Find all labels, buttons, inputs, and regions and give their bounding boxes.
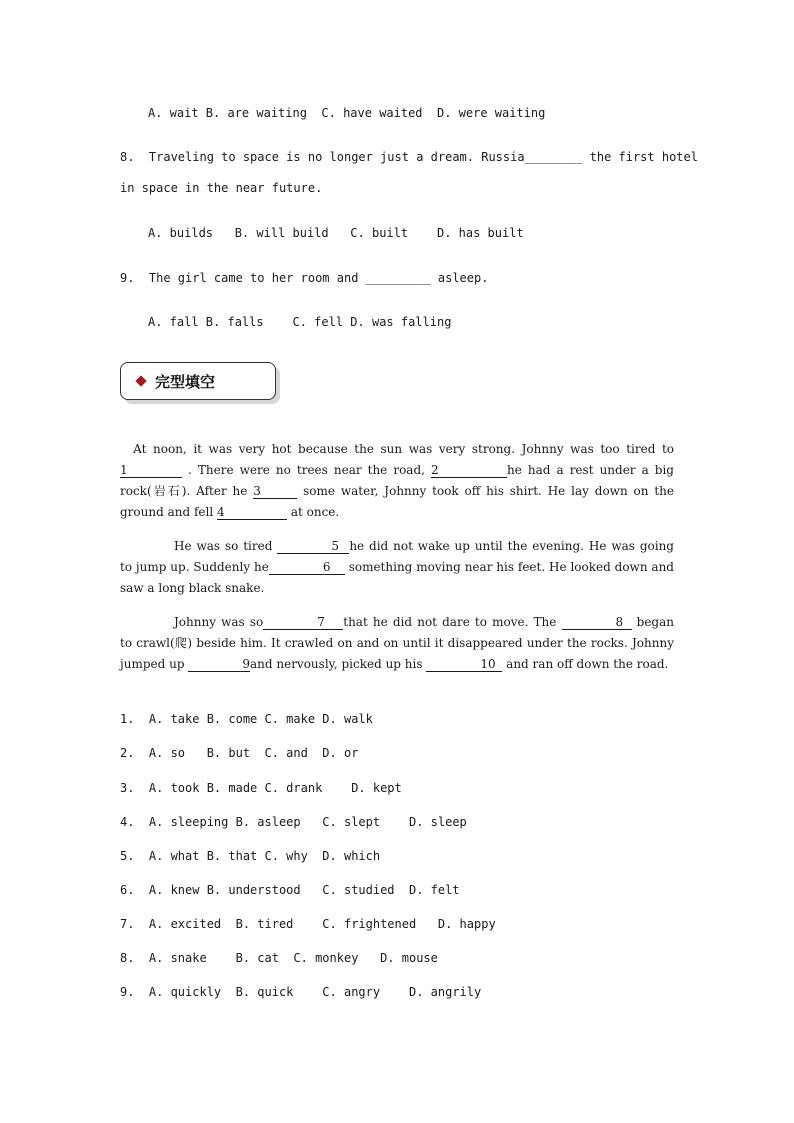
blank-5: 5 xyxy=(277,539,349,554)
q8-stem-line2: in space in the near future. xyxy=(120,181,323,195)
blank-7: 7 xyxy=(263,615,343,630)
answer-option-9: 9. A. quickly B. quick C. angry D. angrily xyxy=(120,985,482,999)
blank-10: 10 xyxy=(426,657,502,672)
answer-option-5: 5. A. what B. that C. why D. which xyxy=(120,849,381,863)
diamond-bullet-icon xyxy=(135,375,146,386)
section-header-cloze xyxy=(120,362,276,400)
passage-paragraph-3: Johnny was so 7 that he did not dare to move. The 8 began to crawl(爬) beside him. It crawled on and on until it disappeared under the rocks. Johnny jumped up 9and nervously, picked up his 10 and ran off down the road. xyxy=(120,615,674,671)
blank-9: 9 xyxy=(188,657,250,672)
answer-option-6: 6. A. knew B. understood C. studied D. felt xyxy=(120,883,460,897)
blank-1: 1 xyxy=(120,463,182,478)
answer-option-2: 2. A. so B. but C. and D. or xyxy=(120,746,359,760)
passage-paragraph-2: He was so tired 5 he did not wake up until the evening. He was going to jump up. Suddenly he 6 something moving near his feet. He looked down and saw a long black snake. xyxy=(120,539,674,595)
q8-options: A. builds B. will build C. built D. has built xyxy=(148,226,524,240)
blank-3: 3 xyxy=(253,484,297,499)
answer-option-8: 8. A. snake B. cat C. monkey D. mouse xyxy=(120,951,438,965)
q8-stem-line1: 8. Traveling to space is no longer just a dream. Russia________ the first hotel xyxy=(120,150,698,164)
blank-6: 6 xyxy=(269,560,345,575)
answer-option-4: 4. A. sleeping B. asleep C. slept D. sleep xyxy=(120,815,467,829)
q7-options: A. wait B. are waiting C. have waited D. were waiting xyxy=(148,106,546,120)
blank-8: 8 xyxy=(562,615,632,630)
passage-paragraph-1: At noon, it was very hot because the sun was very strong. Johnny was too tired to1 . There were no trees near the road, 2 he had a rest under a big rock(岩石). After he 3 some water, Johnny took off his shirt. He lay down on the ground and fell 4 at once. xyxy=(120,442,674,519)
blank-2: 2 xyxy=(431,463,507,478)
q9-stem: 9. The girl came to her room and _________ asleep. xyxy=(120,271,489,285)
q9-options: A. fall B. falls C. fell D. was falling xyxy=(148,315,452,329)
blank-4: 4 xyxy=(217,505,287,520)
answer-option-1: 1. A. take B. come C. make D. walk xyxy=(120,712,373,726)
answer-option-3: 3. A. took B. made C. drank D. kept xyxy=(120,781,402,795)
answer-option-7: 7. A. excited B. tired C. frightened D. happy xyxy=(120,917,496,931)
section-title: 完型填空 xyxy=(155,373,216,391)
